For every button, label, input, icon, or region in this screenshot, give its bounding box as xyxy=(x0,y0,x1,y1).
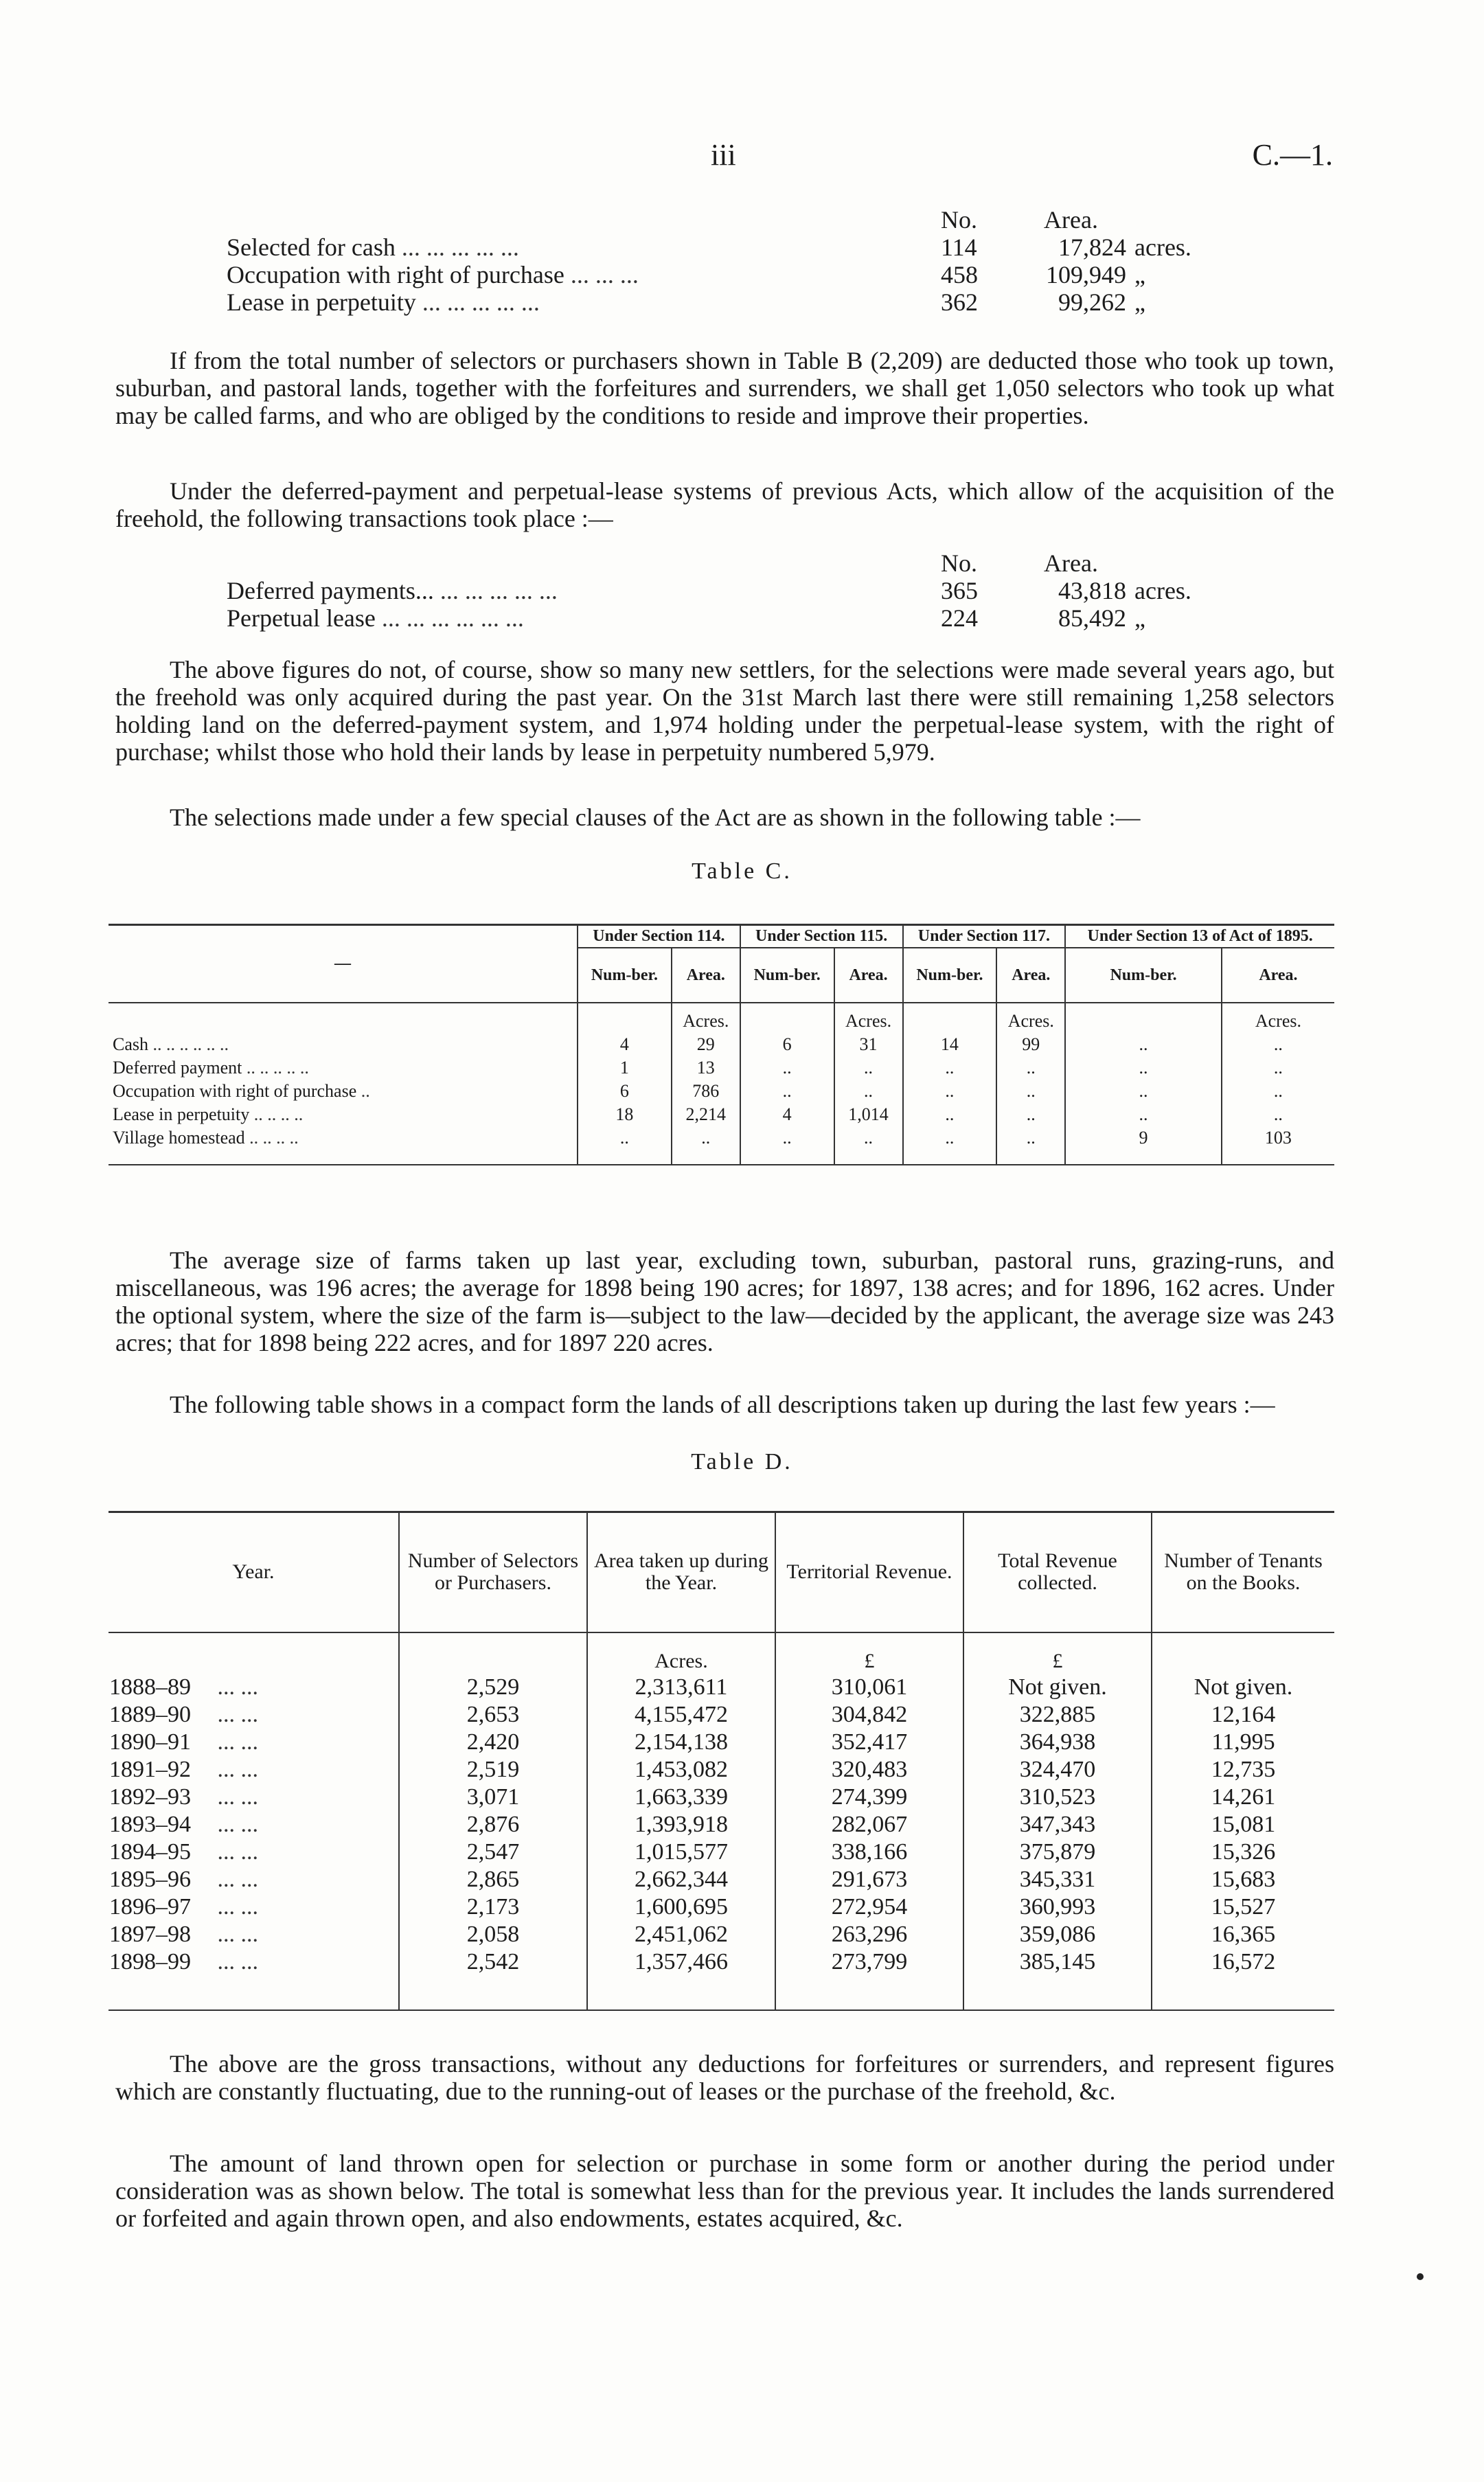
paragraph-compact-table: The following table shows in a compact form the lands of all descriptions taken up during the last few years :— xyxy=(170,1391,1275,1418)
leader-dots: ... ... xyxy=(217,1893,258,1920)
col-header: Year. xyxy=(109,1512,399,1632)
row-area: 109,949 xyxy=(1046,261,1126,288)
cell: 364,938 xyxy=(963,1729,1152,1756)
leader-dots: .. .. .. .. .. .. xyxy=(152,1034,229,1054)
year-cell: 1890–91 xyxy=(109,1729,191,1755)
group-header: Under Section 13 of Act of 1895. xyxy=(1065,925,1334,948)
table-row xyxy=(109,1103,1334,1126)
sub-number: Num-ber. xyxy=(578,948,672,1003)
year-cell: 1891–92 xyxy=(109,1756,191,1782)
cell: 786 xyxy=(672,1080,740,1103)
table-c-caption: Table C. xyxy=(692,858,792,884)
row-area: 85,492 xyxy=(1058,604,1126,632)
unit-label: Acres. xyxy=(587,1632,775,1674)
cell: 320,483 xyxy=(775,1756,963,1784)
sub-number: Num-ber. xyxy=(1065,948,1222,1003)
table-row xyxy=(109,1080,1334,1103)
year-cell: 1898–99 xyxy=(109,1948,191,1974)
cell: 2,876 xyxy=(399,1811,587,1838)
cell: 291,673 xyxy=(775,1866,963,1893)
table-row xyxy=(109,1866,1334,1893)
cell: 9 xyxy=(1065,1126,1222,1165)
paragraph-selectors: If from the total number of selectors or purchasers shown in Table B (2,209) are deducted those who took up town, suburban, and pastoral lands, together with the forfeitures and surrenders, we shall get 1,050 selectors who took up what may be called farms, and who are obliged by the conditions to reside and improve their properties. xyxy=(115,347,1334,429)
leader-dots: ... ... xyxy=(217,1811,258,1837)
cell: 272,954 xyxy=(775,1893,963,1921)
table-row xyxy=(109,1756,1334,1784)
col-no: No. xyxy=(941,206,977,234)
leader-dots: ... ... xyxy=(217,1784,258,1810)
row-label: Occupation with right of purchase xyxy=(113,1081,357,1101)
cell: 1,393,918 xyxy=(587,1811,775,1838)
cell: 6 xyxy=(578,1080,672,1103)
row-label: Lease in perpetuity xyxy=(113,1104,250,1124)
sub-area: Area. xyxy=(834,948,903,1003)
leader-dots: ... ... ... xyxy=(570,261,639,288)
cell: 1,600,695 xyxy=(587,1893,775,1921)
cell: 1,453,082 xyxy=(587,1756,775,1784)
cell: 2,058 xyxy=(399,1921,587,1948)
leader-dots: ... ... ... ... ... xyxy=(440,577,558,604)
paragraph-special-clauses: The selections made under a few special clauses of the Act are as shown in the following table :— xyxy=(170,804,1141,831)
row-label: Lease in perpetuity xyxy=(227,288,416,316)
cell: 375,879 xyxy=(963,1838,1152,1866)
unit-label: Acres. xyxy=(996,1003,1065,1033)
cell: 322,885 xyxy=(963,1701,1152,1729)
unit-label: Acres. xyxy=(672,1003,740,1033)
cell: 352,417 xyxy=(775,1729,963,1756)
cell: 2,865 xyxy=(399,1866,587,1893)
row-label: Village homestead xyxy=(113,1128,245,1148)
unit-label: Acres. xyxy=(1255,1011,1301,1031)
cell: 11,995 xyxy=(1211,1729,1275,1755)
page-number: iii xyxy=(711,138,736,172)
row-label: Deferred payments... xyxy=(227,577,434,604)
sub-area: Area. xyxy=(996,948,1065,1003)
cell: 1 xyxy=(578,1056,672,1080)
table-row xyxy=(109,1921,1334,1948)
cell: 15,683 xyxy=(1211,1866,1276,1892)
year-cell: 1889–90 xyxy=(109,1701,191,1727)
table-d-header xyxy=(109,1512,1334,1632)
cell: .. xyxy=(740,1080,834,1103)
table-row xyxy=(109,1811,1334,1838)
cell: .. xyxy=(903,1056,997,1080)
sub-number: Num-ber. xyxy=(903,948,997,1003)
cell: 12,735 xyxy=(1211,1756,1276,1782)
col-no: No. xyxy=(941,549,977,577)
year-cell: 1894–95 xyxy=(109,1838,191,1865)
col-area: Area. xyxy=(1044,549,1098,577)
col-area: Area. xyxy=(1044,206,1098,234)
col-header: Area taken up during the Year. xyxy=(587,1512,775,1632)
table-d-caption: Table D. xyxy=(691,1449,793,1475)
sub-area: Area. xyxy=(672,948,740,1003)
table-d-units xyxy=(109,1632,1334,1674)
cell: .. xyxy=(996,1103,1065,1126)
table-row xyxy=(109,1784,1334,1811)
cell: .. xyxy=(1065,1056,1222,1080)
deferred-header xyxy=(227,549,1191,577)
table-row xyxy=(109,1056,1334,1080)
cell: 2,420 xyxy=(399,1729,587,1756)
cell: 345,331 xyxy=(963,1866,1152,1893)
cell: .. xyxy=(834,1056,903,1080)
cell: 2,154,138 xyxy=(587,1729,775,1756)
cell: 103 xyxy=(1264,1128,1292,1148)
cell: 2,529 xyxy=(399,1674,587,1701)
cell: 310,061 xyxy=(775,1674,963,1701)
table-row xyxy=(109,1948,1334,2010)
cell: .. xyxy=(740,1126,834,1165)
row-no: 365 xyxy=(941,577,978,604)
row-unit: acres. xyxy=(1134,234,1191,261)
cell: .. xyxy=(1273,1058,1283,1078)
table-c-label-header: — xyxy=(109,925,578,1003)
col-header: Number of Selectors or Purchasers. xyxy=(399,1512,587,1632)
cell: Not given. xyxy=(963,1674,1152,1701)
leader-dots: ... ... xyxy=(217,1701,258,1727)
cell: .. xyxy=(1065,1103,1222,1126)
cell: 15,326 xyxy=(1211,1838,1276,1865)
cell: 2,542 xyxy=(399,1948,587,2010)
row-area: 17,824 xyxy=(1058,234,1126,261)
cell: 3,071 xyxy=(399,1784,587,1811)
leader-dots: ... ... xyxy=(217,1729,258,1755)
unit-label: £ xyxy=(963,1632,1152,1674)
selections-row xyxy=(227,288,1191,316)
cell: .. xyxy=(672,1126,740,1165)
unit-label: Acres. xyxy=(834,1003,903,1033)
table-c xyxy=(109,924,1334,1165)
group-header: Under Section 115. xyxy=(740,925,903,948)
cell: 14 xyxy=(903,1033,997,1056)
cell: 385,145 xyxy=(963,1948,1152,2010)
cell: 360,993 xyxy=(963,1893,1152,1921)
cell: .. xyxy=(996,1056,1065,1080)
cell: 282,067 xyxy=(775,1811,963,1838)
leader-dots: ... ... xyxy=(217,1674,258,1700)
paragraph-average-size: The average size of farms taken up last year, excluding town, suburban, pastoral runs, grazing-runs, and miscellaneous, was 196 acres; the average for 1898 being 190 acres; for 1897, 138 acres; and for 1896, 162 acres. Under the optional system, where the size of the farm is—subject to the law—decided by the applicant, the average size was 243 acres; that for 1898 being 222 acres, and for 1897 220 acres. xyxy=(115,1246,1334,1356)
cell: 13 xyxy=(672,1056,740,1080)
cell: .. xyxy=(1065,1033,1222,1056)
cell: 12,164 xyxy=(1211,1701,1276,1727)
row-no: 224 xyxy=(941,604,978,632)
sub-area: Area. xyxy=(1259,966,1298,984)
cell: 99 xyxy=(996,1033,1065,1056)
leader-dots: .. .. .. .. xyxy=(249,1128,299,1148)
table-d xyxy=(109,1511,1334,2011)
row-unit: acres. xyxy=(1134,577,1191,604)
cell: 1,663,339 xyxy=(587,1784,775,1811)
cell: 310,523 xyxy=(963,1784,1152,1811)
row-unit: „ xyxy=(1134,288,1145,316)
table-c-units xyxy=(109,1003,1334,1033)
cell: .. xyxy=(578,1126,672,1165)
cell: 4 xyxy=(578,1033,672,1056)
paragraph-deferred-intro: Under the deferred-payment and perpetual-lease systems of previous Acts, which allow of the acquisition of the freehold, the following transactions took place :— xyxy=(115,477,1334,532)
leader-dots: ... ... xyxy=(217,1866,258,1892)
cell: 338,166 xyxy=(775,1838,963,1866)
leader-dots: ... ... xyxy=(217,1838,258,1865)
leader-dots: .. .. .. .. xyxy=(253,1104,304,1124)
cell: 2,653 xyxy=(399,1701,587,1729)
cell: .. xyxy=(1273,1034,1283,1054)
deferred-row xyxy=(227,604,1191,632)
cell: 18 xyxy=(578,1103,672,1126)
row-no: 458 xyxy=(941,261,978,288)
cell: 1,015,577 xyxy=(587,1838,775,1866)
cell: .. xyxy=(903,1103,997,1126)
cell: 274,399 xyxy=(775,1784,963,1811)
ink-dot xyxy=(1417,2273,1424,2280)
leader-dots: ... ... xyxy=(217,1948,258,1974)
cell: 2,173 xyxy=(399,1893,587,1921)
selections-summary xyxy=(227,206,1191,316)
leader-dots: ... ... ... ... ... xyxy=(422,288,540,316)
leader-dots: ... ... xyxy=(217,1921,258,1947)
table-row xyxy=(109,1674,1334,1701)
row-label: Selected for cash xyxy=(227,234,396,261)
row-no: 362 xyxy=(941,288,978,316)
paragraph-land-thrown-open: The amount of land thrown open for selection or purchase in some form or another during the period under consideration was as shown below. The total is somewhat less than for the previous year. It includes the lands surrendered or forfeited and again thrown open, and also endowments, estates acquired, &c. xyxy=(115,2150,1334,2232)
col-header: Territorial Revenue. xyxy=(775,1512,963,1632)
leader-dots: .. .. .. .. .. xyxy=(246,1058,309,1078)
table-c-group-header xyxy=(109,925,1334,948)
row-area: 43,818 xyxy=(1058,577,1126,604)
cell: 4,155,472 xyxy=(587,1701,775,1729)
table-row xyxy=(109,1701,1334,1729)
row-label: Cash xyxy=(113,1034,148,1054)
cell: 304,842 xyxy=(775,1701,963,1729)
cell: .. xyxy=(903,1126,997,1165)
cell: 15,527 xyxy=(1211,1893,1276,1920)
cell: 2,451,062 xyxy=(587,1921,775,1948)
year-cell: 1893–94 xyxy=(109,1811,191,1837)
cell: 324,470 xyxy=(963,1756,1152,1784)
table-row xyxy=(109,1126,1334,1165)
cell: 2,214 xyxy=(672,1103,740,1126)
cell: 14,261 xyxy=(1211,1784,1276,1810)
cell: .. xyxy=(1273,1081,1283,1101)
col-header: Number of Tenants on the Books. xyxy=(1164,1549,1323,1595)
deferred-summary xyxy=(227,549,1191,632)
row-no: 114 xyxy=(941,234,977,261)
cell: 15,081 xyxy=(1211,1811,1276,1837)
deferred-row xyxy=(227,577,1191,604)
unit-label: £ xyxy=(775,1632,963,1674)
year-cell: 1892–93 xyxy=(109,1784,191,1810)
cell: 263,296 xyxy=(775,1921,963,1948)
cell: .. xyxy=(1065,1080,1222,1103)
table-row xyxy=(109,1033,1334,1056)
row-label: Deferred payment xyxy=(113,1058,242,1078)
document-id: C.—1. xyxy=(1252,138,1333,172)
group-header: Under Section 114. xyxy=(578,925,740,948)
row-label: Perpetual lease xyxy=(227,604,376,632)
leader-dots: ... ... ... ... ... ... xyxy=(381,604,524,632)
leader-dots: ... ... ... ... ... xyxy=(401,234,519,261)
cell: 2,519 xyxy=(399,1756,587,1784)
row-label: Occupation with right of purchase xyxy=(227,261,564,288)
cell: 6 xyxy=(740,1033,834,1056)
cell: 31 xyxy=(834,1033,903,1056)
year-cell: 1888–89 xyxy=(109,1674,191,1700)
cell: 1,357,466 xyxy=(587,1948,775,2010)
row-unit: „ xyxy=(1134,261,1145,288)
table-row xyxy=(109,1838,1334,1866)
cell: 347,343 xyxy=(963,1811,1152,1838)
cell: 2,547 xyxy=(399,1838,587,1866)
paragraph-settlers: The above figures do not, of course, show so many new settlers, for the selections were made several years ago, but the freehold was only acquired during the past year. On the 31st March last there were still remaining 1,258 selectors holding land on the deferred-payment system, and 1,974 holding under the perpetual-lease system, with the right of purchase; whilst those who hold their lands by lease in perpetuity numbered 5,979. xyxy=(115,656,1334,766)
group-header: Under Section 117. xyxy=(903,925,1066,948)
cell: 16,365 xyxy=(1211,1921,1276,1947)
cell: 273,799 xyxy=(775,1948,963,2010)
selections-row xyxy=(227,261,1191,288)
cell: .. xyxy=(903,1080,997,1103)
cell: 2,313,611 xyxy=(587,1674,775,1701)
cell: Not given. xyxy=(1194,1674,1293,1700)
table-row xyxy=(109,1893,1334,1921)
cell: 16,572 xyxy=(1211,1948,1276,1974)
cell: .. xyxy=(834,1080,903,1103)
cell: 4 xyxy=(740,1103,834,1126)
cell: .. xyxy=(834,1126,903,1165)
cell: 2,662,344 xyxy=(587,1866,775,1893)
leader-dots: ... ... xyxy=(217,1756,258,1782)
col-header: Total Revenue collected. xyxy=(963,1512,1152,1632)
cell: 29 xyxy=(672,1033,740,1056)
year-cell: 1897–98 xyxy=(109,1921,191,1947)
row-unit: „ xyxy=(1134,604,1145,632)
leader-dots: .. xyxy=(361,1081,370,1101)
cell: .. xyxy=(740,1056,834,1080)
cell: 1,014 xyxy=(834,1103,903,1126)
paragraph-gross-transactions: The above are the gross transactions, without any deductions for forfeitures or surrenders, and represent figures which are constantly fluctuating, due to the running-out of leases or the purchase of the freehold, &c. xyxy=(115,2050,1334,2105)
cell: .. xyxy=(1273,1104,1283,1124)
selections-row xyxy=(227,234,1191,261)
cell: .. xyxy=(996,1126,1065,1165)
table-row xyxy=(109,1729,1334,1756)
year-cell: 1895–96 xyxy=(109,1866,191,1892)
row-area: 99,262 xyxy=(1058,288,1126,316)
year-cell: 1896–97 xyxy=(109,1893,191,1920)
selections-header xyxy=(227,206,1191,234)
cell: .. xyxy=(996,1080,1065,1103)
cell: 359,086 xyxy=(963,1921,1152,1948)
sub-number: Num-ber. xyxy=(740,948,834,1003)
